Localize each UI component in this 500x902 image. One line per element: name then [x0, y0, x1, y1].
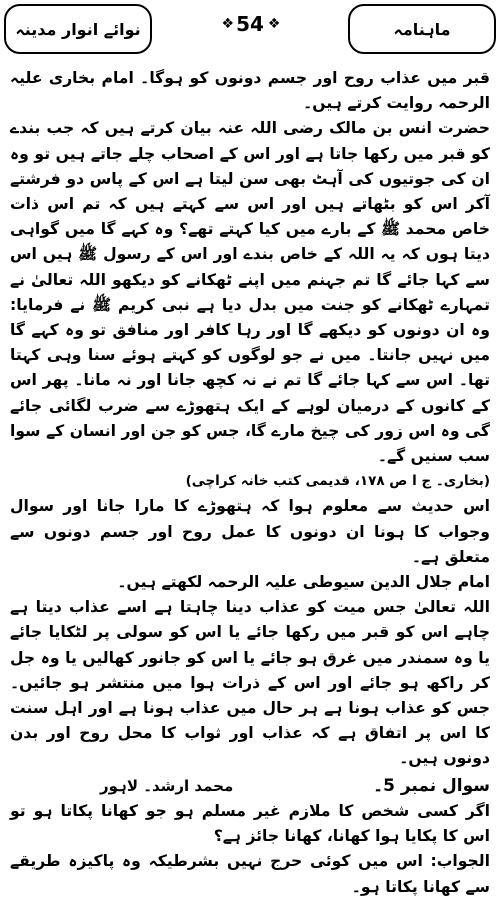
paragraph: اللہ تعالیٰ جس میت کو عذاب دینا چاہتا ہے اسے عذاب دیتا ہے چاہے اس کو قبر میں رکھا جائے یا اس کو سولی پر لٹکایا جائے یا وہ سمندر میں غرق ہو جائے یا اس کو جانور کھالیں یا وہ جل کر راکھ ہو جائے اور اس کے ذرات ہوا میں منتشر ہو جائیں۔ جس کو عذاب ہونا ہے ہر حال میں عذاب ہونا ہے اور اہل سنت کا اس پر اتفاق ہے کہ عذاب اور ثواب کا محل روح اور بدن دونوں ہیں۔ [10, 598, 490, 768]
page-header [4, 4, 496, 56]
hadith-reference: (بخاری۔ ج ا ص ۱۷۸، قدیمی کتب خانہ کراچی) [185, 473, 490, 490]
question-asker: محمد ارشد۔ لاہور [100, 776, 234, 795]
paragraph: قبر میں عذاب روح اور جسم دونوں کو ہوگا۔ امام بخاری علیہ الرحمہ روایت کرتے ہیں۔ [10, 69, 490, 113]
paragraph: حضرت انس بن مالک رضی اللہ عنہ بیان کرتے ہیں کہ جب بندے کو قبر میں رکھا جاتا ہے اور اس کے اصحاب چلے جاتے ہیں تو وہ ان کی جوتیوں کی آہٹ بھی سن لیتا ہے اس کے پاس دو فرشتے آکر اس کو بٹھاتے ہیں اور اس سے کہتے ہیں کہ تم اس ذات خاص محمد ﷺ کے بارے میں کیا کہتے تھے؟ وہ کہے گا میں گواہی دیتا ہوں کہ یہ اللہ کے خاص بندے اور اس کے رسول ﷺ ہیں اس سے کہا جائے گا تم جہنم میں اپنے ٹھکانے کو دیکھو اللہ تعالیٰ نے تمہارے ٹھکانے کو جنت میں بدل دیا ہے نبی کریم ﷺ نے فرمایا: وہ ان دونوں کو دیکھے گا اور رہا کافر اور منافق تو وہ کہے گا میں نہیں جانتا۔ میں نے جو لوگوں کو کہتے ہوئے سنا وہی کہتا تھا۔ اس سے کہا جائے گا تم نے نہ کچھ جانا اور نہ مانا۔ پھر اس کے کانوں کے درمیان لوہے کے ایک ہتھوڑے سے ضرب لگائی جائے گی وہ اس زور کی چیخ مارے گا، جس کو جن اور انسان کے سوا سب سنیں گے۔ [10, 119, 490, 466]
question-number: سوال نمبر 5۔ [373, 775, 490, 796]
paragraph: امام جلال الدین سیوطی علیہ الرحمہ لکھتے ہیں۔ [117, 573, 490, 592]
question-header [10, 774, 490, 799]
answer-text: اس میں کوئی حرج نہیں بشرطیکہ وہ پاکیزہ طریقے سے کھانا پکاتا ہو۔ [10, 852, 490, 896]
paragraph: اس حدیث سے معلوم ہوا کہ ہتھوڑے کا مارا جانا اور سوال وجواب کا ہونا ان دونوں کا عمل روح اور جسم دونوں سے متعلق ہے۔ [10, 497, 490, 566]
article-body [10, 66, 490, 896]
page-number: 54 [236, 12, 264, 36]
answer [10, 849, 490, 899]
ornament-right-icon: ❖ [267, 16, 279, 32]
ornament-left-icon: ❖ [221, 16, 233, 32]
answer-label: الجواب: [430, 852, 490, 871]
magazine-title: نوائے انوار مدینہ [15, 19, 141, 39]
page-number-group [222, 12, 279, 36]
magazine-type-label: ماہنامہ [393, 19, 451, 39]
magazine-type-box [348, 4, 496, 54]
question-text: اگر کسی شخص کا ملازم غیر مسلم ہو جو کھانا پکاتا ہو تو اس کا پکایا ہوا کھانا، کھانا جائز ہے؟ [10, 801, 490, 846]
magazine-title-box [4, 4, 152, 54]
